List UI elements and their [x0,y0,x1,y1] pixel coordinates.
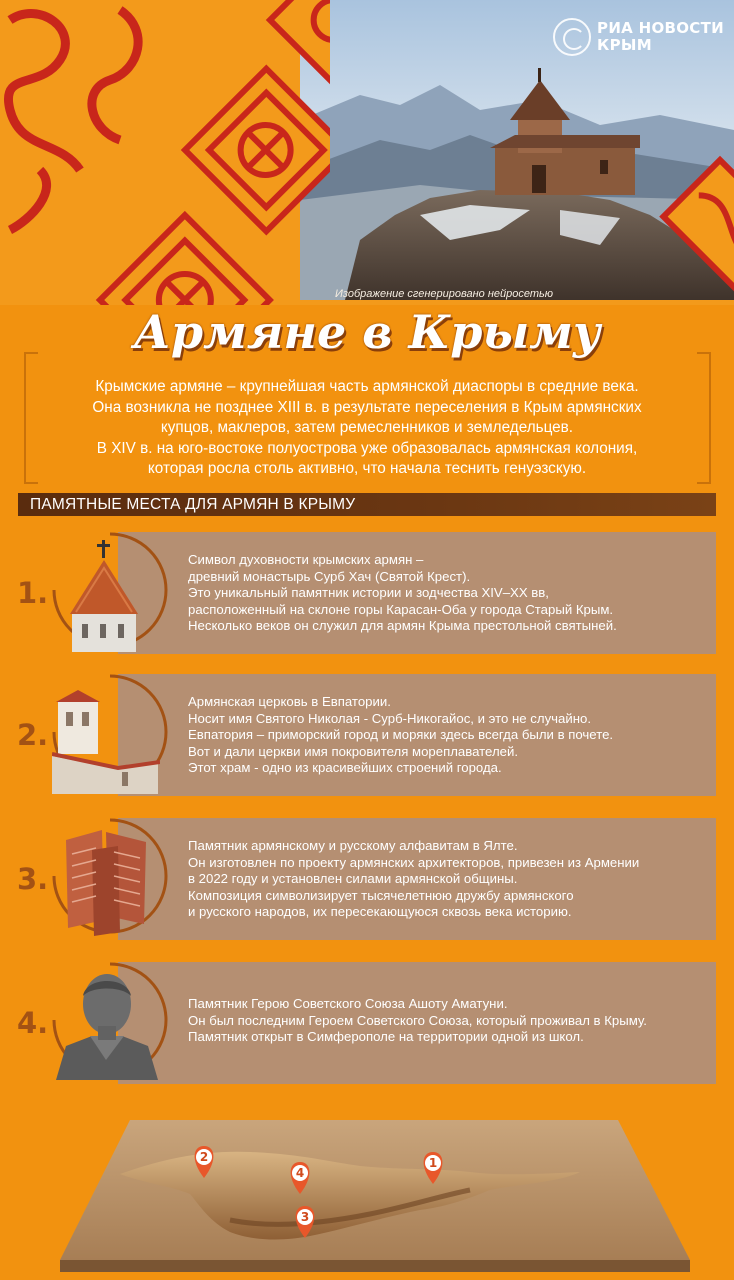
place-line: Композиция символизирует тысячелетнюю дружбу армянского [188,887,574,903]
place-number: 4. [17,1006,49,1040]
place-number: 1. [17,576,49,610]
place-item-2 [0,674,734,799]
place-line: и русского народов, их пересекающуюся сквозь века историю. [188,904,572,919]
section-title: ПАМЯТНЫЕ МЕСТА ДЛЯ АРМЯН В КРЫМУ [30,496,356,513]
place-card [118,674,716,796]
evpatoria-church-image [52,676,160,796]
place-card [118,532,716,654]
place-card [118,818,716,940]
place-line: Вот и дали церкви имя покровителя мореплавателей. [188,743,519,759]
crimea-map [0,1110,734,1280]
place-line: Это уникальный памятник истории и зодчества XIV–XX вв, [188,585,549,600]
place-card [118,962,716,1084]
svg-text:2: 2 [199,1150,209,1164]
place-line: в 2022 году и установлен силами армянской общины. [188,871,518,886]
hero-banner [0,0,734,305]
intro-line: В XIV в. на юго-востоке полуострова уже образовалась армянская колония, [96,439,638,457]
svg-text:1: 1 [428,1156,438,1170]
ornament-left [0,0,330,305]
surb-khach-monastery-image [52,534,160,654]
svg-text:4: 4 [295,1166,305,1180]
place-line: Памятник Герою Советского Союза Ашоту Аматуни. [188,996,508,1011]
place-description [188,838,639,921]
place-line: Памятник армянскому и русскому алфавитам в Ялте. [188,838,518,853]
place-line: Символ духовности крымских армян – [188,552,424,567]
place-description [188,694,613,777]
place-line: Этот храм - одно из красивейших строений города. [188,760,502,775]
place-item-4 [0,962,734,1087]
place-line: расположенный на склоне горы Карасан-Оба у города Старый Крым. [188,601,614,617]
place-line: Он изготовлен по проекту армянских архитекторов, привезен из Армении [188,854,640,870]
place-line: Евпатория – приморский город и моряки здесь всегда были в почете. [188,727,614,742]
place-line: Носит имя Святого Николая - Сурб-Никогайос, и это не случайно. [188,710,592,726]
logo-line2: КРЫМ [597,36,652,54]
place-number: 2. [17,718,49,752]
alphabet-monument-image [52,820,160,940]
ria-logo [553,18,724,56]
amatuni-bust-image [52,964,160,1084]
place-item-3 [0,818,734,943]
place-line: древний монастырь Сурб Хач (Святой Крест). [188,568,471,584]
place-number: 3. [17,862,49,896]
intro-line: купцов, маклеров, затем ремесленников и земледельцев. [160,419,574,436]
place-description [188,996,647,1046]
place-item-1 [0,532,734,657]
svg-text:3: 3 [300,1210,310,1224]
place-line: Армянская церковь в Евпатории. [188,694,391,709]
ai-generated-note: Изображение сгенерировано нейросетью [335,288,554,300]
intro-line: Крымские армяне – крупнейшая часть армянской диаспоры в средние века. [95,378,639,395]
intro-line: Она возникла не позднее XIII в. в результате переселения в Крым армянских [92,398,642,416]
logo-line1: РИА НОВОСТИ [597,19,724,37]
intro-text [30,377,704,480]
section-header [18,493,716,516]
ria-logo-icon [553,18,591,56]
place-description [188,552,617,635]
place-line: Памятник открыт в Симферополе на территории одной из школ. [188,1029,584,1044]
ornament-right [600,150,734,305]
intro-line: которая росла столь активно, что начала теснить генуэзскую. [147,460,587,477]
place-line: Он был последним Героем Советского Союза, который проживал в Крыму. [188,1012,647,1028]
page-title: Армяне в Крыму [133,305,601,359]
place-line: Несколько веков он служил для армян Крыма престольной святыней. [188,618,617,633]
